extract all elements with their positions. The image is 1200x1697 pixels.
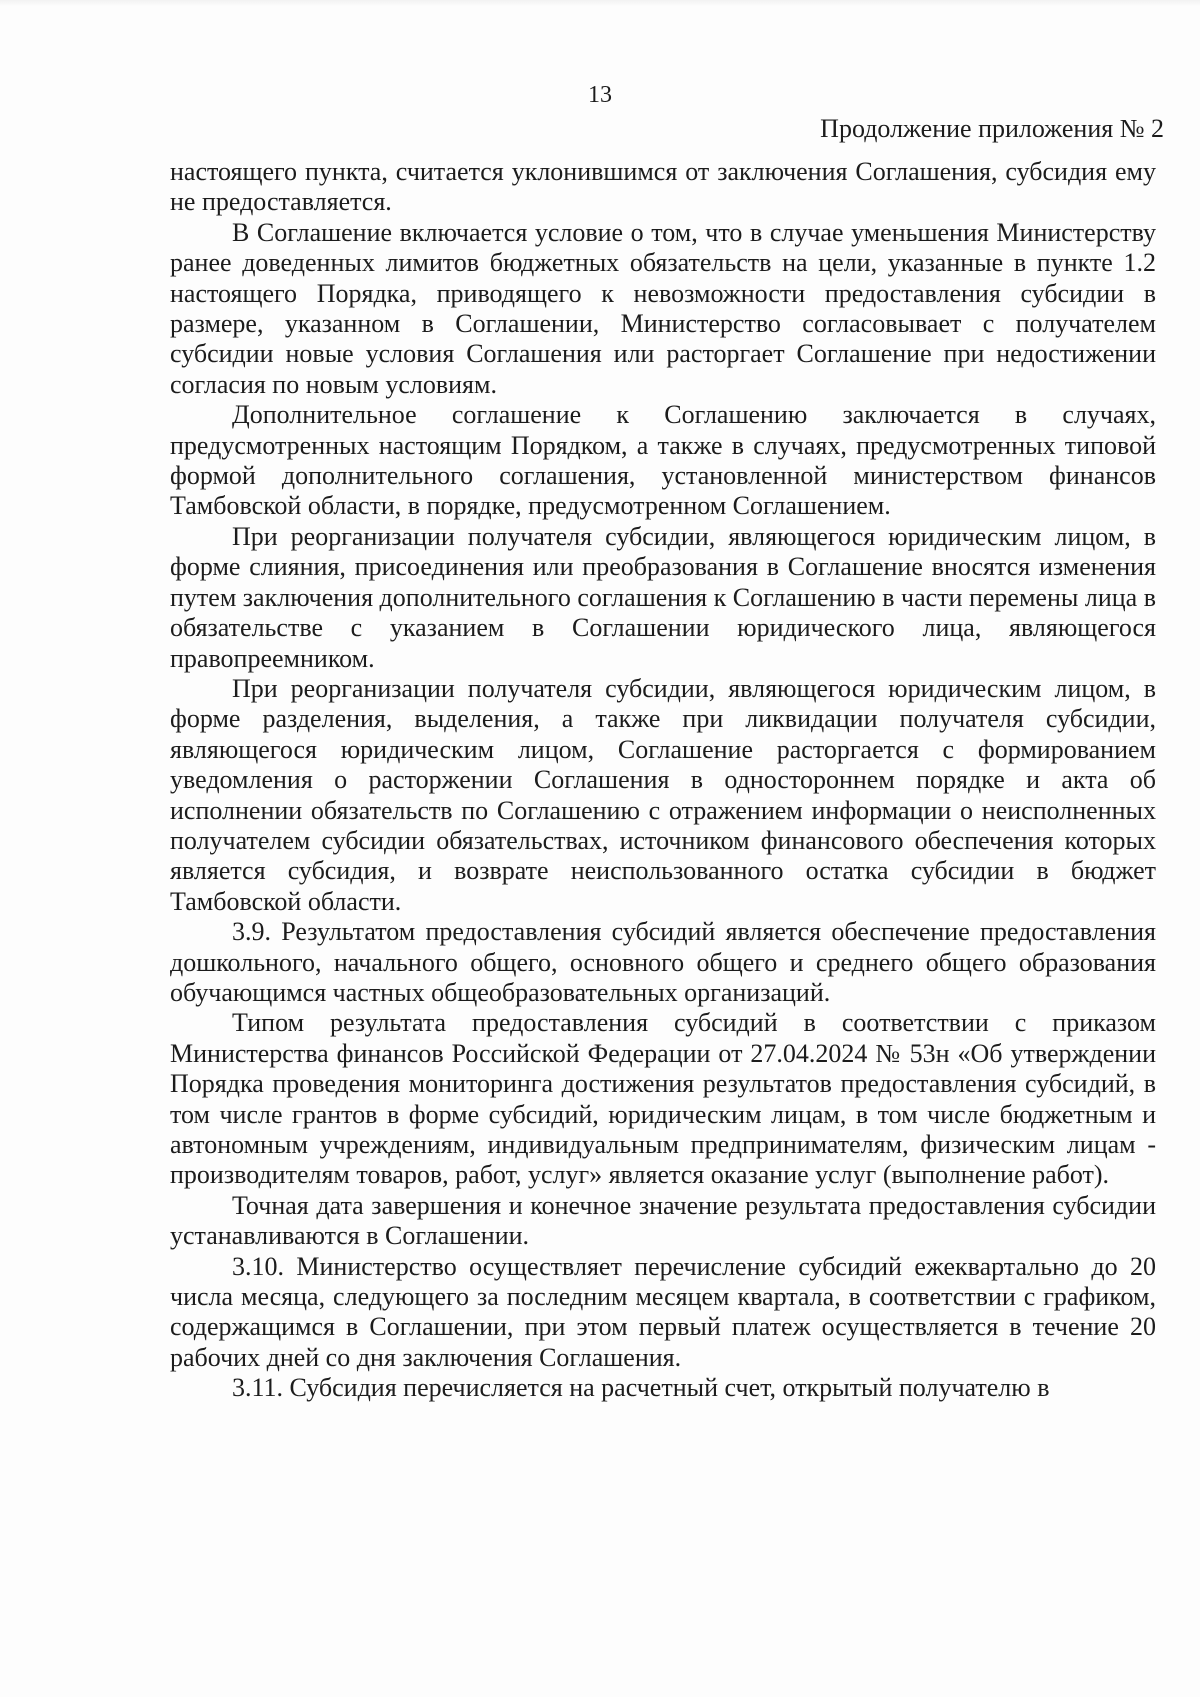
paragraph: При реорганизации получателя субсидии, являющегося юридическим лицом, в форме разделения, выделения, а также при ликвидации получателя субсидии, являющегося юридическим лицом, Соглашение расторгается с формированием уведомления о расторжении Соглашения в одностороннем порядке и акта об исполнении обязательств по Соглашению с отражением информации о неисполненных получателем субсидии обязательствах, источником финансового обеспечения которых является субсидия, и возврате неиспользованного остатка субсидии в бюджет Тамбовской области. xyxy=(170,673,1156,916)
paragraph: настоящего пункта, считается уклонившимся от заключения Соглашения, субсидия ему не предоставляется. xyxy=(170,157,1156,217)
page-number: 13 xyxy=(588,82,612,108)
scan-edge xyxy=(0,0,1200,6)
paragraph: В Соглашение включается условие о том, что в случае уменьшения Министерству ранее доведенных лимитов бюджетных обязательств на цели, указанные в пункте 1.2 настоящего Порядка, приводящего к невозможности предоставления субсидии в размере, указанном в Соглашении, Министерство согласовывает с получателем субсидии новые условия Соглашения или расторгает Соглашение при недостижении согласия по новым условиям. xyxy=(170,217,1156,399)
appendix-continuation-label: Продолжение приложения № 2 xyxy=(820,114,1164,143)
paragraph: При реорганизации получателя субсидии, являющегося юридическим лицом, в форме слияния, присоединения или преобразования в Соглашение вносятся изменения путем заключения дополнительного соглашения к Соглашению в части перемены лица в обязательстве с указанием в Соглашении юридического лица, являющегося правопреемником. xyxy=(170,521,1156,673)
document-body xyxy=(170,157,1156,1404)
paragraph-clause-3-9: 3.9. Результатом предоставления субсидий является обеспечение предоставления дошкольного, начального общего, основного общего и среднего общего образования обучающимся частных общеобразовательных организаций. xyxy=(170,917,1156,1007)
paragraph-clause-3-10: 3.10. Министерство осуществляет перечисление субсидий ежеквартально до 20 числа месяца, следующего за последним месяцем квартала, в соответствии с графиком, содержащимся в Соглашении, при этом первый платеж осуществляется в течение 20 рабочих дней со дня заключения Соглашения. xyxy=(170,1251,1156,1372)
paragraph: Типом результата предоставления субсидий в соответствии с приказом Министерства финансов Российской Федерации от 27.04.2024 № 53н «Об утверждении Порядка проведения мониторинга достижения результатов предоставления субсидий, в том числе грантов в форме субсидий, юридическим лицам, в том числе бюджетным и автономным учреждениям, индивидуальным предпринимателям, физическим лицам - производителям товаров, работ, услуг» является оказание услуг (выполнение работ). xyxy=(170,1008,1156,1190)
paragraph: Точная дата завершения и конечное значение результата предоставления субсидии устанавливаются в Соглашении. xyxy=(170,1190,1156,1251)
paragraph: Дополнительное соглашение к Соглашению заключается в случаях, предусмотренных настоящим Порядком, а также в случаях, предусмотренных типовой формой дополнительного соглашения, установленной министерством финансов Тамбовской области, в порядке, предусмотренном Соглашением. xyxy=(170,400,1156,521)
paragraph-clause-3-11: 3.11. Субсидия перечисляется на расчетный счет, открытый получателю в xyxy=(232,1373,1050,1403)
